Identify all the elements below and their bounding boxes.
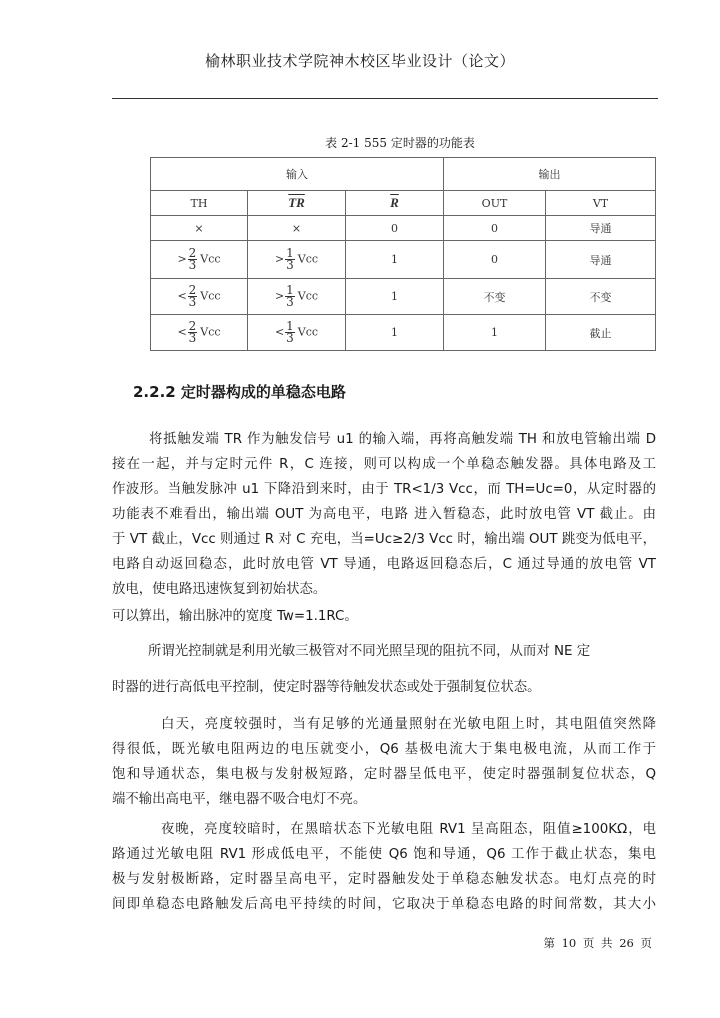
paragraph-line: 将抵触发端 TR 作为触发信号 u1 的输入端，再将高触发端 TH 和放电管输出端 D <box>149 432 656 447</box>
table-row <box>151 241 656 279</box>
table-cell: 不变 <box>546 279 656 315</box>
unit: Vcc <box>200 289 221 303</box>
denominator: 3 <box>188 258 197 272</box>
unit: Vcc <box>297 325 319 339</box>
table-row <box>151 216 656 241</box>
fraction <box>285 248 295 271</box>
unit: Vcc <box>200 252 221 266</box>
page-footer: 第 10 页 共 26 页 <box>543 936 652 950</box>
document-header: 榆林职业技术学院神木校区毕业设计（论文） <box>204 52 515 70</box>
col-header-vt: VT <box>546 191 656 216</box>
table-cell: 0 <box>444 241 546 279</box>
col-header-r <box>346 191 444 216</box>
table-cell: 导通 <box>546 241 656 279</box>
paragraph-line: 白天，亮度较强时，当有足够的光通量照射在光敏电阻上时，其电阻值突然降 <box>161 717 656 732</box>
denominator: 3 <box>188 331 197 345</box>
paragraph-line: 得很低，既光敏电阻两边的电压就变小，Q6 基极电流大于集电极电流，从而工作于 <box>112 742 656 757</box>
table-cell: 导通 <box>546 216 656 241</box>
paragraph-line: 时器的进行高低电平控制，使定时器等待触发状态或处于强制复位状态。 <box>112 680 541 695</box>
table-cell: 1 <box>346 279 444 315</box>
numerator: 1 <box>286 246 294 260</box>
table-row <box>151 315 656 351</box>
table-cell: × <box>248 216 346 241</box>
group-header-input: 输入 <box>151 158 444 191</box>
unit: Vcc <box>297 289 319 303</box>
table-cell <box>248 315 346 351</box>
table-cell <box>151 315 248 351</box>
col-header-tr <box>248 191 346 216</box>
table-cell <box>151 241 248 279</box>
table-cell <box>151 279 248 315</box>
table-cell: 0 <box>346 216 444 241</box>
paragraph-line: 接在一起，并与定时元件 R，C 连接，则可以构成一个单稳态触发器。具体电路及工 <box>112 457 656 472</box>
paragraph-line: 所谓光控制就是利用光敏三极管对不同光照呈现的阻抗不同，从而对 NE 定 <box>148 644 591 659</box>
denominator: 3 <box>188 295 197 309</box>
table-row <box>151 279 656 315</box>
table-cell: 截止 <box>546 315 656 351</box>
table-cell: 1 <box>444 315 546 351</box>
table-cell: 1 <box>346 241 444 279</box>
table-cell: 不变 <box>444 279 546 315</box>
paragraph-line: 路通过光敏电阻 RV1 形成低电平，不能使 Q6 饱和导通，Q6 工作于截止状态，集电 <box>112 847 656 862</box>
comparison-op: < <box>274 325 285 339</box>
denominator: 3 <box>286 295 294 309</box>
paragraph-line: 极与发射极断路，定时器呈高电平，定时器触发处于单稳态触发状态。电灯点亮的时 <box>112 872 656 887</box>
paragraph-line: 饱和导通状态，集电极与发射极短路，定时器呈低电平，使定时器强制复位状态，Q <box>112 767 656 782</box>
paragraph-line: 可以算出，输出脉冲的宽度 Tw=1.1RC。 <box>112 609 358 624</box>
paragraph-line: 放电，使电路迅速恢复到初始状态。 <box>112 582 327 597</box>
denominator: 3 <box>286 258 294 272</box>
comparison-op: > <box>177 252 187 266</box>
unit: Vcc <box>297 252 319 266</box>
paragraph-line: 作波形。当触发脉冲 u1 下降沿到来时，由于 TR<1/3 Vcc，而 TH=Uc=0，从定时器的 <box>112 482 656 497</box>
fraction <box>188 248 198 271</box>
paragraph-line: 间即单稳态电路触发后高电平持续的时间，它取决于单稳态电路的时间常数，其大小 <box>112 897 656 912</box>
table-cell: 0 <box>444 216 546 241</box>
denominator: 3 <box>286 331 294 345</box>
comparison-op: < <box>177 289 187 303</box>
fraction <box>188 321 198 344</box>
table-caption: 表 2-1 555 定时器的功能表 <box>325 136 475 150</box>
paragraph-line: 夜晚，亮度较暗时，在黑暗状态下光敏电阻 RV1 呈高阻态，阻值≥100KΩ，电 <box>161 822 656 837</box>
fraction <box>188 285 198 308</box>
fraction <box>285 285 295 308</box>
paragraph-line: 于 VT 截止，Vcc 则通过 R 对 C 充电，当=Uc≥2/3 Vcc 时，输出端 OUT 跳变为低电平， <box>112 532 656 547</box>
comparison-op: > <box>274 252 285 266</box>
r-bar-label: $\overline{R}$ <box>390 195 399 210</box>
tr-bar-label: $\overline{TR}$ <box>288 195 305 210</box>
comparison-op: > <box>274 289 285 303</box>
header-rule <box>112 98 658 99</box>
col-header-out: OUT <box>444 191 546 216</box>
table-cell <box>248 279 346 315</box>
numerator: 2 <box>188 246 197 260</box>
function-table <box>150 157 656 351</box>
fraction <box>285 321 295 344</box>
section-heading: 2.2.2 定时器构成的单稳态电路 <box>133 383 346 401</box>
paragraph-line: 功能表不难看出，输出端 OUT 为高电平，电路 进入暂稳态，此时放电管 VT 截止。由 <box>112 507 656 522</box>
table-cell: × <box>151 216 248 241</box>
numerator: 2 <box>188 319 197 333</box>
numerator: 1 <box>286 319 294 333</box>
table-cell <box>248 241 346 279</box>
paragraph-line: 电路自动返回稳态，此时放电管 VT 导通，电路返回稳态后，C 通过导通的放电管 VT <box>112 557 656 572</box>
group-header-output: 输出 <box>444 158 656 191</box>
numerator: 2 <box>188 283 197 297</box>
table-cell: 1 <box>346 315 444 351</box>
paragraph-line: 端不输出高电平，继电器不吸合电灯不亮。 <box>112 792 367 807</box>
unit: Vcc <box>200 325 221 339</box>
numerator: 1 <box>286 283 294 297</box>
col-header-th: TH <box>151 191 248 216</box>
comparison-op: < <box>177 325 187 339</box>
